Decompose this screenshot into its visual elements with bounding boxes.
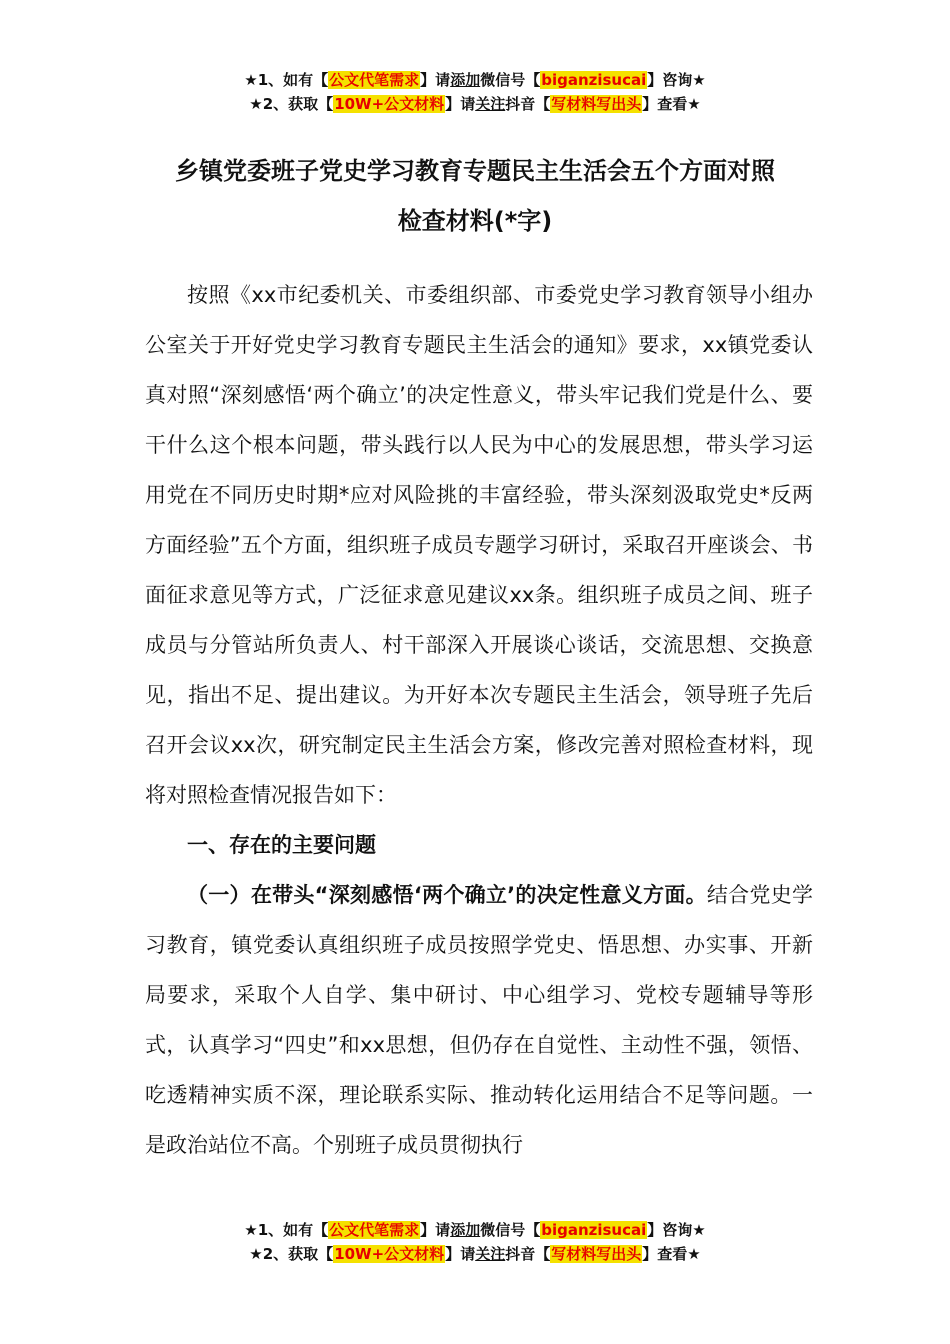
- banner-text: 】请: [420, 1221, 451, 1239]
- banner-text: 】查看★: [642, 1245, 701, 1263]
- banner-text: 】请: [420, 71, 451, 89]
- banner-text: ★1、如有【: [244, 1221, 329, 1239]
- banner-highlight: 写材料写出头: [551, 1245, 642, 1263]
- document-title: [0, 146, 950, 246]
- title-line-1: 乡镇党委班子党史学习教育专题民主生活会五个方面对照: [175, 157, 775, 185]
- banner-text: ★2、获取【: [249, 95, 334, 113]
- banner-highlight: 公文代笔需求: [329, 71, 420, 89]
- header-banner: [0, 68, 950, 116]
- title-line-2: 检查材料(*字): [397, 207, 553, 235]
- banner-underline: 添加: [450, 71, 481, 89]
- banner-highlight: 公文代笔需求: [329, 1221, 420, 1239]
- banner-underline: 关注: [475, 95, 506, 113]
- banner-highlight: 写材料写出头: [551, 95, 642, 113]
- banner-highlight: 10W+公文材料: [334, 1245, 445, 1263]
- banner-highlight: biganzisucai: [541, 71, 647, 89]
- subsection-paragraph: [145, 870, 813, 1170]
- section-heading: 一、存在的主要问题: [187, 833, 376, 857]
- subsection-heading: （一）在带头“深刻感悟‘两个确立’的决定性意义方面。: [187, 883, 707, 907]
- banner-text: 】咨询★: [647, 71, 706, 89]
- banner-line-2: [0, 1242, 950, 1266]
- banner-text: 微信号【: [480, 71, 541, 89]
- intro-paragraph: 按照《xx市纪委机关、市委组织部、市委党史学习教育领导小组办公室关于开好党史学习教育专题民主生活会的通知》要求，xx镇党委认真对照“深刻感悟‘两个确立’的决定性意义，带头牢记我们党是什么、要干什么这个根本问题，带头践行以人民为中心的发展思想，带头学习运用党在不同历史时期*应对风险挑的丰富经验，带头深刻汲取党史*反两方面经验”五个方面，组织班子成员专题学习研讨，采取召开座谈会、书面征求意见等方式，广泛征求意见建议xx条。组织班子成员之间、班子成员与分管站所负责人、村干部深入开展谈心谈话，交流思想、交换意见，指出不足、提出建议。为开好本次专题民主生活会，领导班子先后召开会议xx次，研究制定民主生活会方案，修改完善对照检查材料，现将对照检查情况报告如下：: [145, 283, 813, 807]
- banner-text: 】请: [445, 95, 476, 113]
- subsection-body: 结合党史学习教育，镇党委认真组织班子成员按照学党史、悟思想、办实事、开新局要求，采取个人自学、集中研讨、中心组学习、党校专题辅导等形式，认真学习“四史”和xx思想，但仍存在自觉性、主动性不强，领悟、吃透精神实质不深，理论联系实际、推动转化运用结合不足等问题。一是政治站位不高。个别班子成员贯彻执行: [145, 883, 814, 1157]
- banner-text: 微信号【: [480, 1221, 541, 1239]
- banner-underline: 关注: [475, 1245, 506, 1263]
- banner-text: 抖音【: [505, 1245, 551, 1263]
- banner-underline: 添加: [450, 1221, 481, 1239]
- banner-highlight: 10W+公文材料: [334, 95, 445, 113]
- banner-highlight: biganzisucai: [541, 1221, 647, 1239]
- banner-text: ★1、如有【: [244, 71, 329, 89]
- document-body: [145, 270, 813, 1170]
- banner-text: 】请: [445, 1245, 476, 1263]
- banner-line-2: [0, 92, 950, 116]
- banner-text: 】咨询★: [647, 1221, 706, 1239]
- footer-banner: [0, 1218, 950, 1266]
- banner-line-1: [0, 1218, 950, 1242]
- banner-text: 抖音【: [505, 95, 551, 113]
- banner-text: 】查看★: [642, 95, 701, 113]
- banner-text: ★2、获取【: [249, 1245, 334, 1263]
- banner-line-1: [0, 68, 950, 92]
